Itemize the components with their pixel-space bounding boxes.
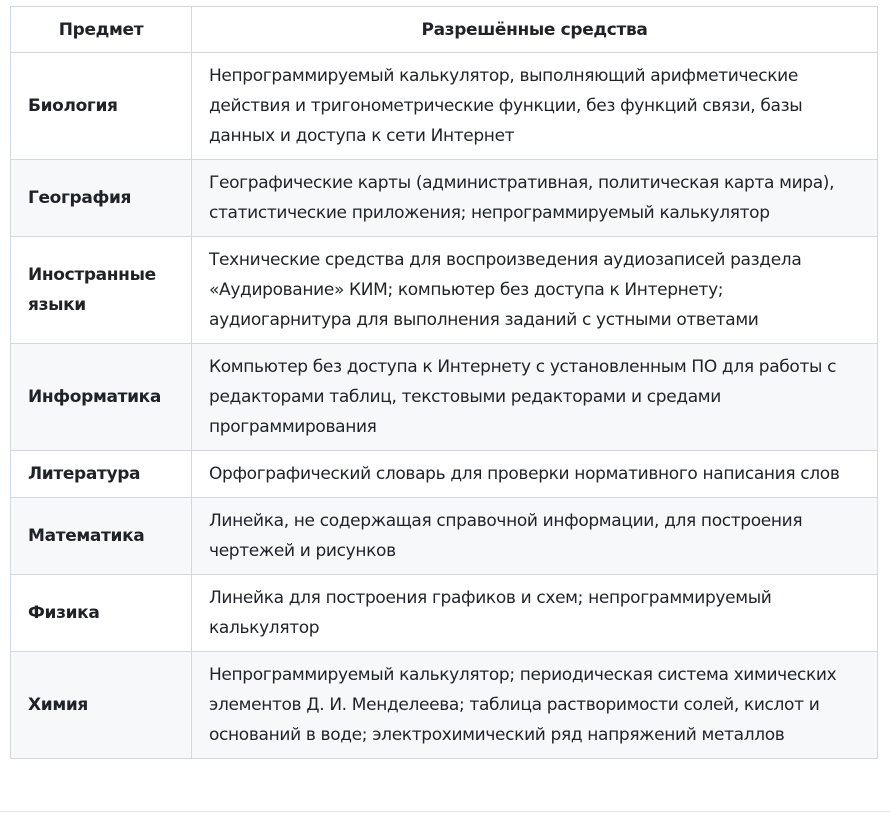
allowed-tools-cell: Линейка, не содержащая справочной информации, для построения чертежей и рисунков [192, 498, 878, 575]
table-row [11, 237, 878, 344]
allowed-tools-cell: Непрограммируемый калькулятор; периодическая система химических элементов Д. И. Менделеева; таблица растворимости солей, кислот и оснований в воде; электрохимический ряд напряжений металлов [192, 652, 878, 759]
allowed-tools-cell: Технические средства для воспроизведения аудиозаписей раздела «Аудирование» КИМ; компьютер без доступа к Интернету; аудиогарнитура для выполнения заданий с устными ответами [192, 237, 878, 344]
table-row [11, 451, 878, 498]
subject-cell: Информатика [11, 344, 192, 451]
subject-cell: Математика [11, 498, 192, 575]
allowed-tools-cell: Непрограммируемый калькулятор, выполняющий арифметические действия и тригонометрические функции, без функций связи, базы данных и доступа к сети Интернет [192, 53, 878, 160]
header-allowed-tools: Разрешённые средства [192, 7, 878, 53]
subject-cell: Литература [11, 451, 192, 498]
table-row [11, 344, 878, 451]
subject-cell: Физика [11, 575, 192, 652]
table-header-row [11, 7, 878, 53]
subject-cell: Биология [11, 53, 192, 160]
table-row [11, 652, 878, 759]
allowed-tools-cell: Линейка для построения графиков и схем; непрограммируемый калькулятор [192, 575, 878, 652]
table-row [11, 53, 878, 160]
allowed-tools-cell: Орфографический словарь для проверки нормативного написания слов [192, 451, 878, 498]
allowed-tools-cell: Компьютер без доступа к Интернету с установленным ПО для работы с редакторами таблиц, текстовыми редакторами и средами программирования [192, 344, 878, 451]
subject-cell: Химия [11, 652, 192, 759]
allowed-tools-cell: Географические карты (административная, политическая карта мира), статистические приложения; непрограммируемый калькулятор [192, 160, 878, 237]
table-row [11, 575, 878, 652]
bottom-divider [0, 811, 890, 812]
subject-cell: География [11, 160, 192, 237]
table-row [11, 160, 878, 237]
table-row [11, 498, 878, 575]
header-subject: Предмет [11, 7, 192, 53]
allowed-tools-table [10, 6, 878, 759]
subject-cell: Иностранные языки [11, 237, 192, 344]
